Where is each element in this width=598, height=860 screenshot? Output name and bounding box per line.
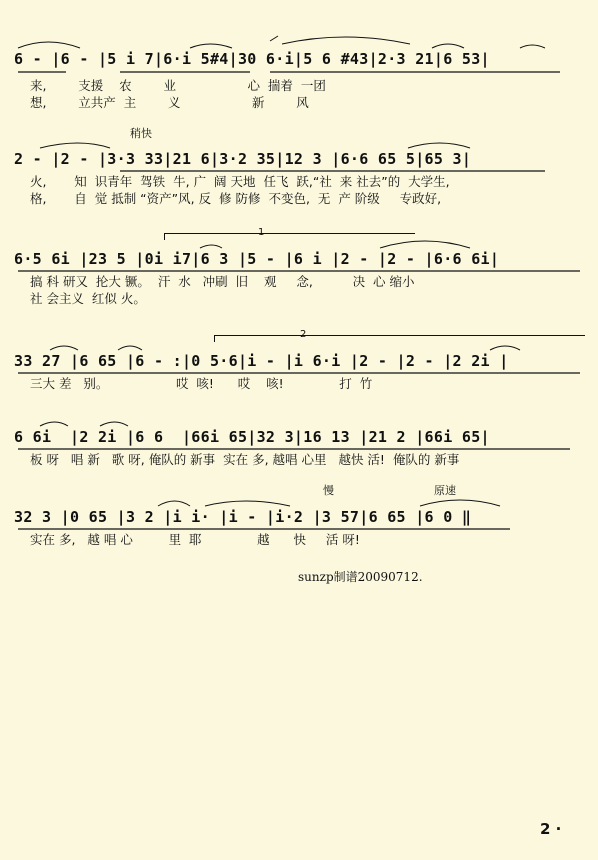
volta-number-1: 1 — [258, 227, 265, 238]
tempo-marking-faster: 稍快 — [130, 127, 152, 140]
notes-line: 6·5 6i |23 5 |0i i7|6 3 |5 - |6 i |2 - |2 - |6·6 6i| — [14, 250, 500, 268]
notes-line: 6 6i |2 2i |6 6 |66i 65|32 3|16 13 |21 2 |66i 65| — [14, 428, 490, 446]
tempo-marking-original: 原速 — [434, 484, 456, 497]
page-number: 2 · — [540, 820, 562, 838]
lyric-line-1: 搞 科 研又 抡大 镢。 汗 水 冲刷 旧 观 念, 决 心 缩小 — [30, 274, 415, 289]
lyric-line-1: 来, 支援 农 业 心 揣着 一团 — [30, 78, 326, 93]
lyric-line-1: 三大 差 别。 哎 咳! 哎 咳! 打 竹 — [30, 376, 373, 391]
lyric-line-1: 实在 多, 越 唱 心 里 耶 越 快 活 呀! — [30, 532, 360, 547]
tempo-marking-slow: 慢 — [323, 484, 334, 497]
notes-line: 33 27 |6 65 |6 - :|0 5·6|i - |i 6·i |2 - |2 - |2 2i | — [14, 352, 509, 370]
transcriber-credit: sunzp制谱20090712. — [298, 570, 423, 584]
notes-line: 2 - |2 - |3·3 33|21 6|3·2 35|12 3 |6·6 65 5|65 3| — [14, 150, 472, 168]
lyric-line-2: 格, 自 觉 抵制 “资产”风, 反 修 防修 不变色, 无 产 阶级 专政好, — [30, 191, 442, 206]
lyric-line-1: 板 呀 唱 新 歌 呀, 俺队的 新事 实在 多, 越唱 心里 越快 活! 俺队的 新事 — [30, 452, 460, 467]
notes-line: 32 3 |0 65 |3 2 |i i· |i - |i·2 |3 57|6 65 |6 0 ‖ — [14, 508, 472, 526]
lyric-line-1: 火, 知 识青年 驾铁 牛, 广 阔 天地 任飞 跃,“社 来 社去”的 大学生, — [30, 174, 450, 189]
notes-line: 6 - |6 - |5 i 7|6·i 5#4|30 6·i|5 6 #43|2·3 21|6 53| — [14, 50, 490, 68]
volta-number-2: 2 — [300, 329, 307, 340]
lyric-line-2: 社 会主义 红似 火。 — [30, 291, 146, 306]
lyric-line-2: 想, 立共产 主 义 新 风 — [30, 95, 309, 110]
